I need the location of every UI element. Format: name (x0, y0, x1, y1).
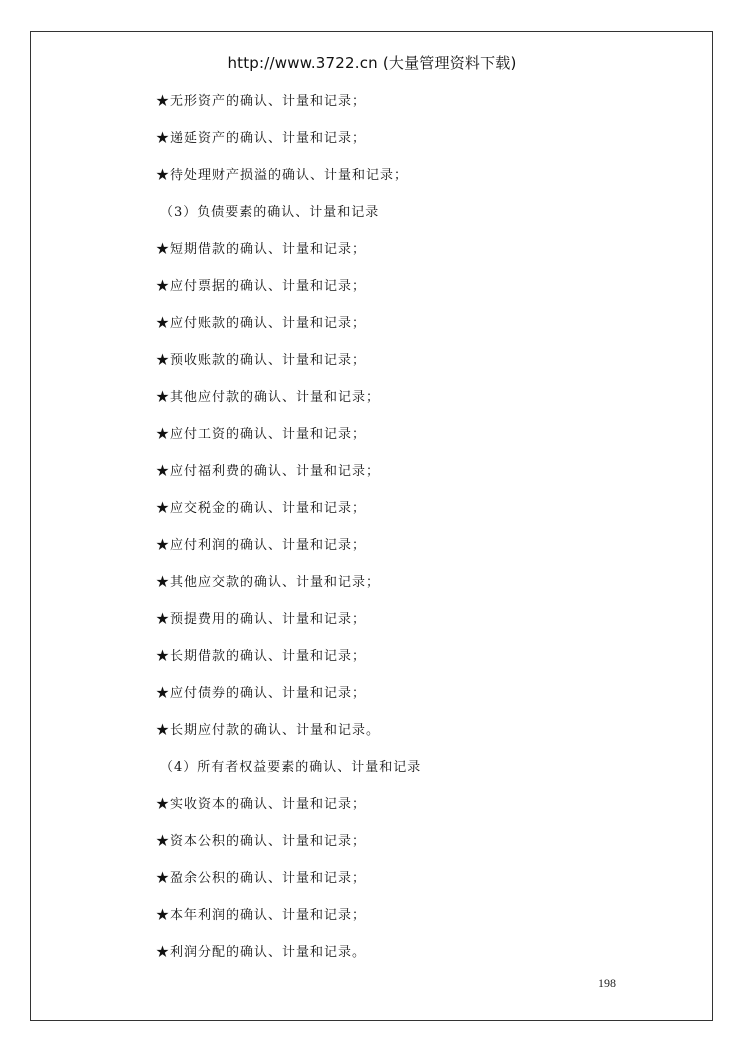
list-item: ★应付票据的确认、计量和记录； (156, 279, 367, 294)
list-item: ★利润分配的确认、计量和记录。 (156, 945, 367, 960)
list-item: ★其他应付款的确认、计量和记录； (156, 390, 381, 405)
document-body (156, 88, 676, 976)
list-item: ★待处理财产损溢的确认、计量和记录； (156, 168, 409, 183)
list-item: ★应付工资的确认、计量和记录； (156, 427, 367, 442)
list-item: ★应交税金的确认、计量和记录； (156, 501, 367, 516)
list-item: ★无形资产的确认、计量和记录； (156, 94, 367, 109)
section-heading: （4）所有者权益要素的确认、计量和记录 (160, 760, 422, 775)
list-item: ★资本公积的确认、计量和记录； (156, 834, 367, 849)
section-heading: （3）负债要素的确认、计量和记录 (160, 205, 380, 220)
list-item: ★递延资产的确认、计量和记录； (156, 131, 367, 146)
list-item: ★本年利润的确认、计量和记录； (156, 908, 367, 923)
page-number: 198 (598, 976, 616, 990)
list-item: ★实收资本的确认、计量和记录； (156, 797, 367, 812)
list-item: ★预收账款的确认、计量和记录； (156, 353, 367, 368)
list-item: ★应付账款的确认、计量和记录； (156, 316, 367, 331)
page-header: http://www.3722.cn (大量管理资料下载) (227, 54, 517, 72)
list-item: ★盈余公积的确认、计量和记录； (156, 871, 367, 886)
list-item: ★短期借款的确认、计量和记录； (156, 242, 367, 257)
list-item: ★应付债券的确认、计量和记录； (156, 686, 367, 701)
list-item: ★应付利润的确认、计量和记录； (156, 538, 367, 553)
list-item: ★长期借款的确认、计量和记录； (156, 649, 367, 664)
list-item: ★应付福利费的确认、计量和记录； (156, 464, 381, 479)
list-item: ★预提费用的确认、计量和记录； (156, 612, 367, 627)
list-item: ★长期应付款的确认、计量和记录。 (156, 723, 381, 738)
list-item: ★其他应交款的确认、计量和记录； (156, 575, 381, 590)
